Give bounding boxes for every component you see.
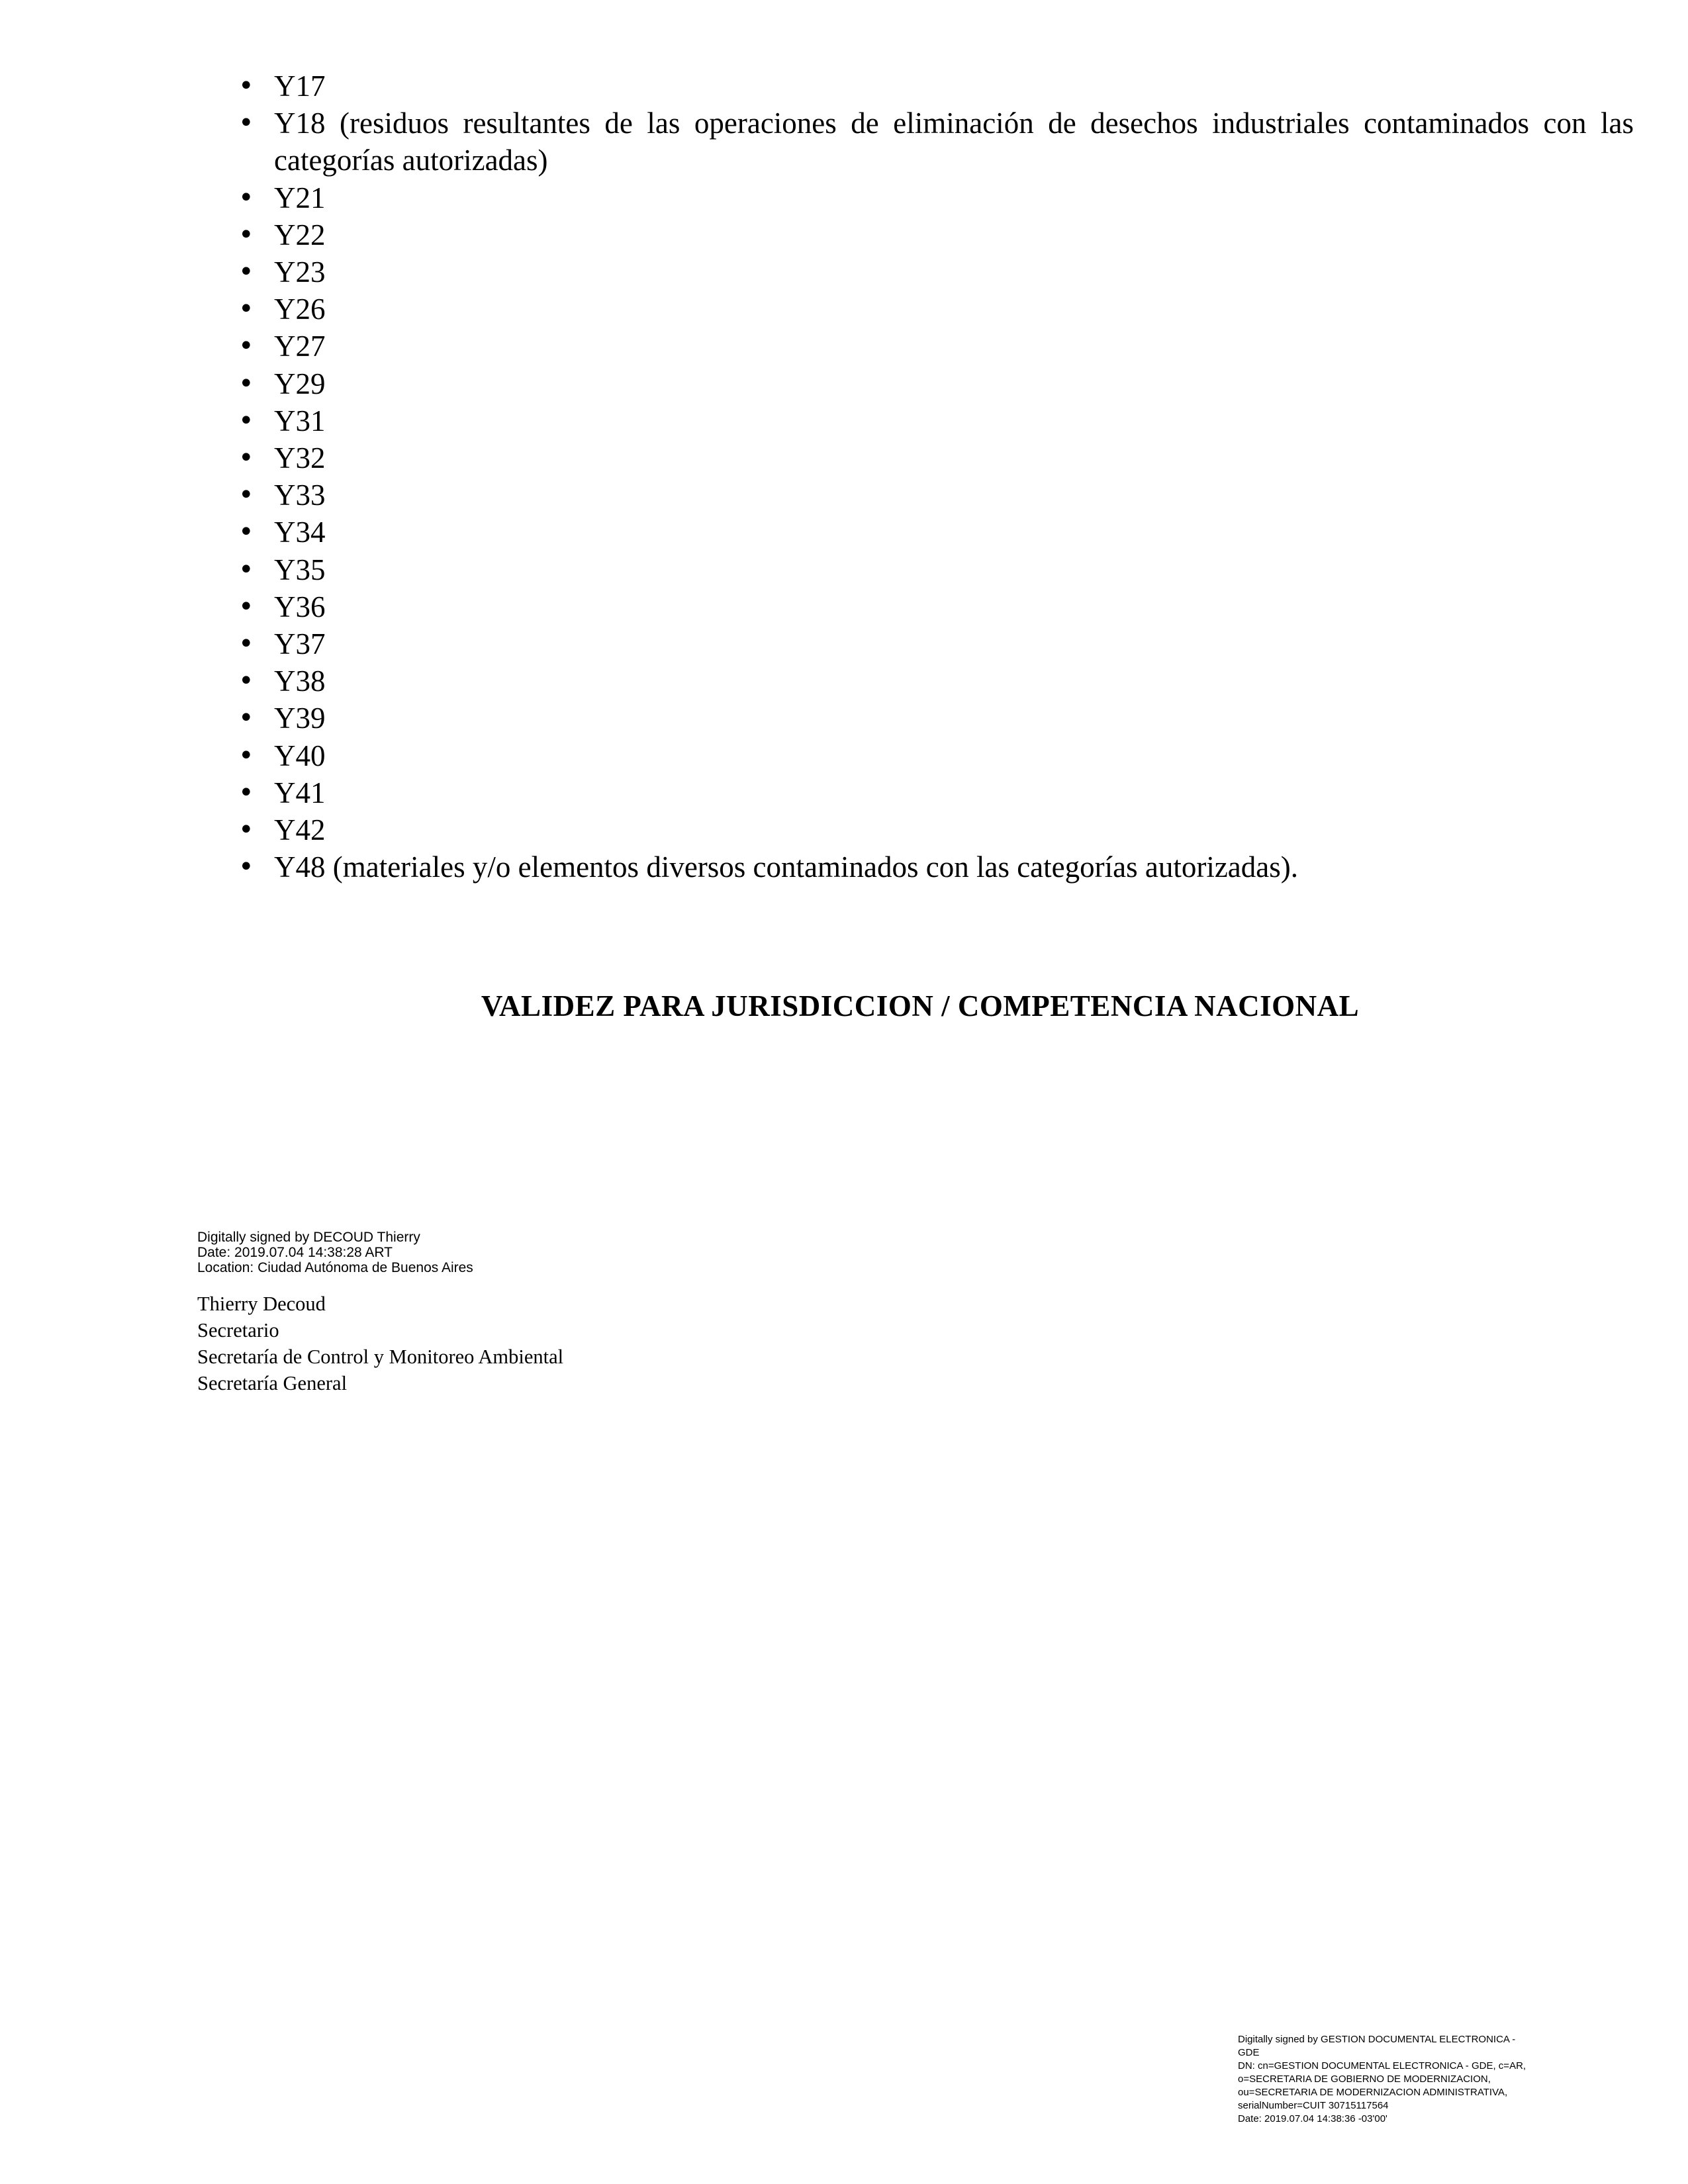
waste-category-list [238, 68, 1634, 886]
list-item [238, 848, 1634, 886]
bullet-icon: • [238, 182, 254, 213]
list-item [238, 179, 1634, 216]
bullet-icon: • [238, 517, 254, 548]
list-item-text: Y37 [274, 627, 326, 661]
list-item-text: Y17 [274, 69, 326, 103]
list-item-text: Y33 [274, 478, 326, 512]
bullet-icon: • [238, 815, 254, 846]
bullet-icon: • [238, 740, 254, 771]
gde-stamp-line: ou=SECRETARIA DE MODERNIZACION ADMINISTRATIVA, [1238, 2087, 1508, 2098]
list-item [238, 811, 1634, 848]
list-item-text: Y29 [274, 367, 326, 400]
gde-stamp-line: GDE [1238, 2047, 1260, 2058]
bullet-icon: • [238, 666, 254, 697]
list-item-text: Y40 [274, 739, 326, 772]
list-item [238, 700, 1634, 737]
list-item [238, 477, 1634, 514]
bullet-icon: • [238, 703, 254, 734]
list-item [238, 402, 1634, 439]
gde-stamp-line: o=SECRETARIA DE GOBIERNO DE MODERNIZACION, [1238, 2073, 1491, 2085]
gde-stamp-line: Digitally signed by GESTION DOCUMENTAL ELECTRONICA - [1238, 2034, 1516, 2045]
bullet-icon: • [238, 777, 254, 808]
list-item [238, 365, 1634, 402]
gde-stamp-line: DN: cn=GESTION DOCUMENTAL ELECTRONICA - GDE, c=AR, [1238, 2060, 1526, 2071]
list-item [238, 514, 1634, 551]
bullet-icon: • [238, 629, 254, 660]
bullet-icon: • [238, 257, 254, 288]
list-item [238, 68, 1634, 105]
bullet-icon: • [238, 71, 254, 101]
list-item-text: Y39 [274, 702, 326, 735]
bullet-icon: • [238, 480, 254, 511]
bullet-icon: • [238, 852, 254, 883]
list-item [238, 291, 1634, 328]
list-item [238, 216, 1634, 253]
list-item-text: Y34 [274, 516, 326, 549]
validity-heading: VALIDEZ PARA JURISDICCION / COMPETENCIA NACIONAL [481, 989, 1360, 1023]
list-item [238, 737, 1634, 774]
gde-stamp-date: Date: 2019.07.04 14:38:36 -03'00' [1238, 2113, 1387, 2124]
digital-signature-stamp [197, 1230, 473, 1275]
list-item [238, 253, 1634, 291]
bullet-icon: • [238, 219, 254, 250]
bullet-icon: • [238, 405, 254, 436]
signer-office: Secretaría de Control y Monitoreo Ambiental [197, 1345, 564, 1368]
signature-stamp-location: Location: Ciudad Autónoma de Buenos Aires [197, 1260, 473, 1275]
signature-stamp-line: Digitally signed by DECOUD Thierry [197, 1230, 420, 1245]
signature-stamp-date: Date: 2019.07.04 14:38:28 ART [197, 1245, 393, 1260]
list-item [238, 105, 1634, 179]
list-item-text: Y31 [274, 404, 326, 437]
list-item [238, 551, 1634, 588]
list-item [238, 328, 1634, 365]
bullet-icon: • [238, 554, 254, 585]
list-item-text: Y36 [274, 590, 326, 623]
signer-name: Thierry Decoud [197, 1293, 326, 1315]
bullet-icon: • [238, 591, 254, 622]
list-item-text: Y35 [274, 553, 326, 586]
bullet-icon: • [238, 108, 254, 139]
list-item-text: Y26 [274, 293, 326, 326]
bullet-icon: • [238, 443, 254, 474]
list-item [238, 439, 1634, 477]
list-item-text: Y23 [274, 255, 326, 289]
signer-block [197, 1291, 563, 1396]
list-item [238, 588, 1634, 625]
list-item-text: Y41 [274, 776, 326, 809]
list-item-text: Y18 (residuos resultantes de las operaciones de eliminación de desechos industriales contaminados con las categorías autorizadas) [274, 107, 1634, 177]
list-item [238, 662, 1634, 700]
gde-stamp-line: serialNumber=CUIT 30715117564 [1238, 2100, 1389, 2111]
list-item-text: Y21 [274, 181, 326, 214]
list-item-text: Y38 [274, 664, 326, 698]
list-item-text: Y42 [274, 813, 326, 847]
list-item-text: Y27 [274, 330, 326, 363]
gde-signature-stamp [1238, 2033, 1609, 2126]
list-item-text: Y32 [274, 441, 326, 475]
list-item [238, 774, 1634, 811]
signer-position: Secretario [197, 1319, 279, 1342]
list-item [238, 625, 1634, 662]
list-item-text: Y48 (materiales y/o elementos diversos contaminados con las categorías autorizadas). [274, 850, 1298, 884]
bullet-icon: • [238, 294, 254, 325]
list-item-text: Y22 [274, 218, 326, 251]
bullet-icon: • [238, 368, 254, 399]
bullet-icon: • [238, 331, 254, 362]
signer-department: Secretaría General [197, 1372, 348, 1394]
